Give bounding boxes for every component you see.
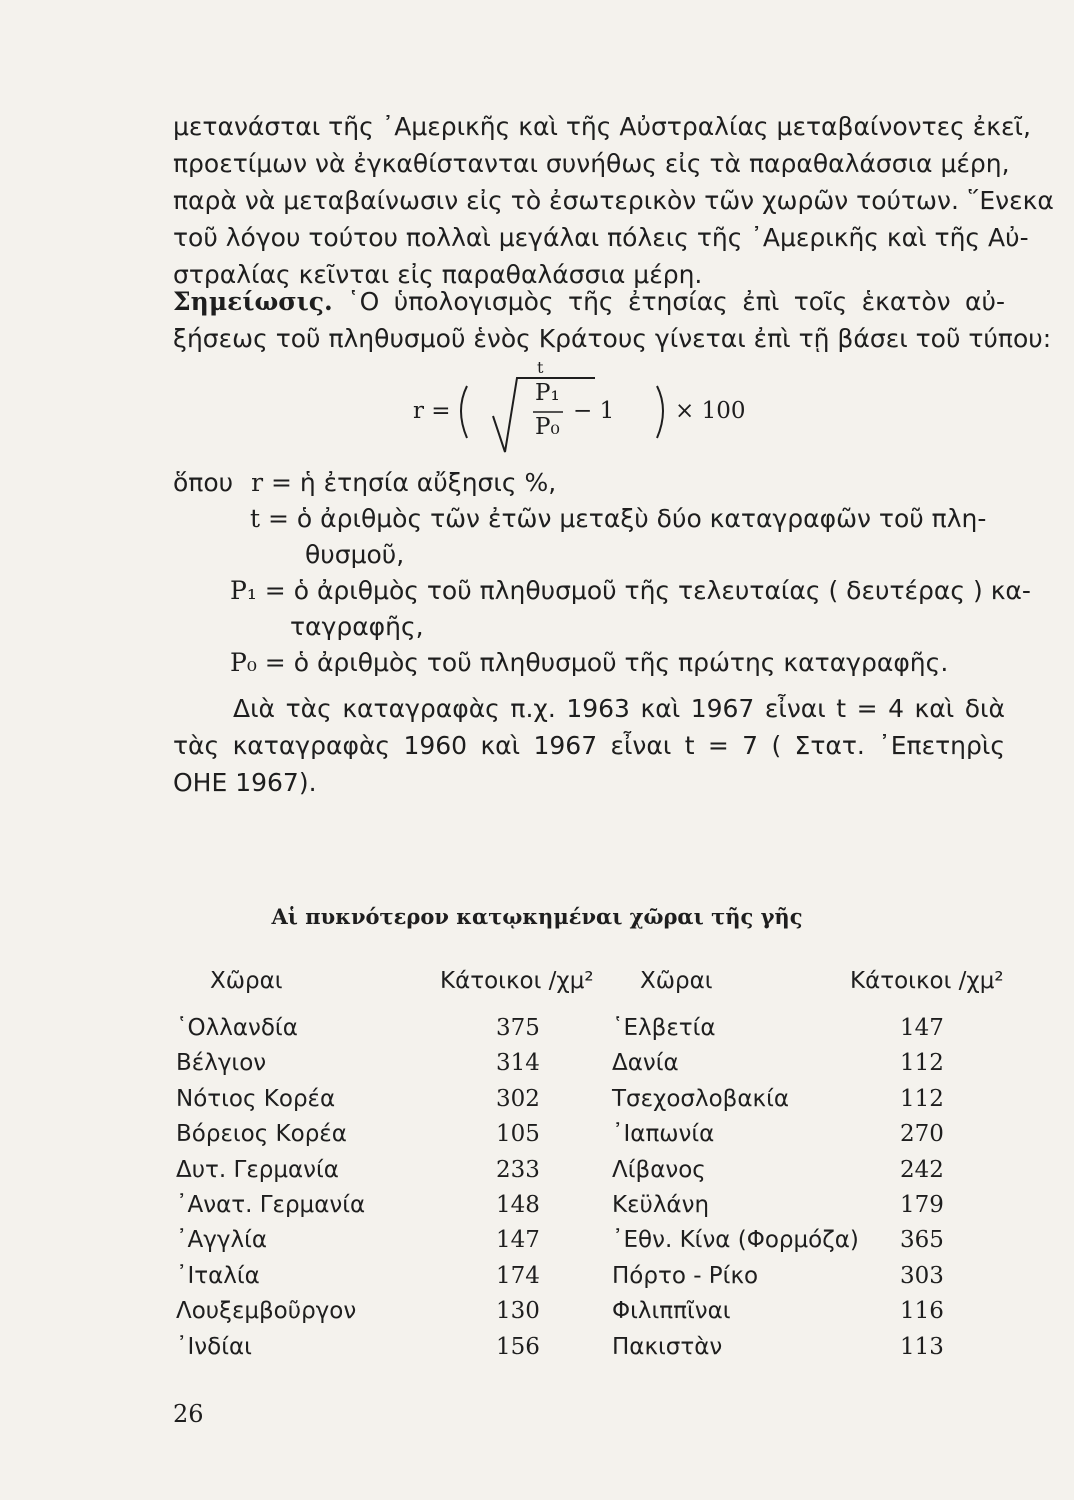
- text-line: τοῦ λόγου τούτου πολλαὶ μεγάλαι πόλεις τῆς ᾿Αμερικῆς καὶ τῆς Αὐ-: [173, 223, 1029, 252]
- def-eq: =: [264, 576, 286, 605]
- text-line: τὰς καταγραφὰς 1960 καὶ 1967 εἶναι t = 7 ( Στατ. ᾿Επετηρὶς: [173, 731, 1005, 760]
- density-cell: 365: [900, 1227, 944, 1253]
- formula-times-100: × 100: [675, 398, 746, 424]
- definition-p0: [230, 644, 948, 681]
- country-cell: Τσεχοσλοβακία: [612, 1086, 790, 1112]
- country-cell: ᾿Ινδίαι: [176, 1334, 252, 1360]
- definition-r: [173, 464, 556, 501]
- root-index: t: [537, 358, 544, 377]
- country-cell: Πακιστὰν: [612, 1334, 723, 1360]
- country-cell: Πόρτο - Ρίκο: [612, 1263, 759, 1289]
- formula-denominator: P₀: [535, 414, 560, 440]
- country-cell: Δυτ. Γερμανία: [176, 1157, 339, 1183]
- density-cell: 148: [496, 1192, 540, 1218]
- def-eq: =: [264, 648, 286, 677]
- country-cell: ᾿Ανατ. Γερμανία: [176, 1192, 366, 1218]
- note-text: ῾Ο ὑπολογισμὸς τῆς ἐτησίας ἐπὶ τοῖς ἑκατὸν αὐ-: [347, 287, 1006, 316]
- note-line: ξήσεως τοῦ πληθυσμοῦ ἑνὸς Κράτους γίνεται ἐπὶ τῇ βάσει τοῦ τύπου:: [173, 324, 1052, 353]
- formula-minus-one: − 1: [573, 398, 615, 424]
- def-text: ἡ ἐτησία αὔξησις %,: [299, 468, 557, 497]
- density-cell: 270: [900, 1121, 944, 1147]
- country-cell: Λουξεμβοῦργον: [176, 1298, 357, 1324]
- def-text: ὁ ἀριθμὸς τοῦ πληθυσμοῦ τῆς πρώτης καταγραφῆς.: [293, 648, 949, 677]
- country-cell: ῾Ελβετία: [612, 1015, 716, 1041]
- country-cell: Βέλγιον: [176, 1050, 267, 1076]
- density-cell: 130: [496, 1298, 540, 1324]
- def-text: ὁ ἀριθμὸς τοῦ πληθυσμοῦ τῆς τελευταίας ( δευτέρας ) κα-: [293, 576, 1031, 605]
- country-cell: Κεϋλάνη: [612, 1192, 710, 1218]
- note-paragraph: [173, 283, 1052, 357]
- formula-numerator: P₁: [535, 380, 560, 406]
- paragraph-example: [173, 690, 1005, 801]
- note-line: [173, 283, 1005, 320]
- table-title: Αἱ πυκνότερον κατῳκημέναι χῶραι τῆς γῆς: [271, 904, 803, 929]
- note-label: Σημείωσις.: [173, 287, 333, 316]
- density-cell: 112: [900, 1086, 944, 1112]
- def-intro: ὅπου: [173, 468, 234, 497]
- def-symbol: t: [250, 504, 261, 533]
- density-cell: 303: [900, 1263, 944, 1289]
- definition-p1-cont: ταγραφῆς,: [290, 612, 424, 641]
- page-number: 26: [173, 1400, 204, 1428]
- country-cell: Βόρειος Κορέα: [176, 1121, 347, 1147]
- definition-p1: [230, 572, 1031, 609]
- density-cell: 112: [900, 1050, 944, 1076]
- density-cell: 147: [900, 1015, 944, 1041]
- def-symbol: P₁: [230, 576, 257, 605]
- density-cell: 105: [496, 1121, 540, 1147]
- density-cell: 302: [496, 1086, 540, 1112]
- def-symbol: r: [251, 468, 264, 497]
- density-cell: 314: [496, 1050, 540, 1076]
- text-line: στραλίας κεῖνται εἰς παραθαλάσσια μέρη.: [173, 260, 703, 289]
- density-cell: 156: [496, 1334, 540, 1360]
- density-cell: 147: [496, 1227, 540, 1253]
- country-cell: ᾿Ιαπωνία: [612, 1121, 715, 1147]
- country-cell: ᾿Ιταλία: [176, 1263, 260, 1289]
- country-cell: Νότιος Κορέα: [176, 1086, 336, 1112]
- density-cell: 113: [900, 1334, 944, 1360]
- country-cell: Δανία: [612, 1050, 679, 1076]
- definition-t: [250, 500, 986, 537]
- formula-lhs: r =: [413, 398, 451, 424]
- text-line: Διὰ τὰς καταγραφὰς π.χ. 1963 καὶ 1967 εἶναι t = 4 καὶ διὰ: [233, 694, 1005, 723]
- def-text: ὁ ἀριθμὸς τῶν ἐτῶν μεταξὺ δύο καταγραφῶν τοῦ πλη-: [296, 504, 987, 533]
- header-countries-left: Χῶραι: [210, 968, 283, 994]
- text-line: ΟΗΕ 1967).: [173, 768, 317, 797]
- text-line: μετανάσται τῆς ᾿Αμερικῆς καὶ τῆς Αὐστραλίας μεταβαίνοντες ἐκεῖ,: [173, 112, 1031, 141]
- def-eq: =: [270, 468, 292, 497]
- density-cell: 375: [496, 1015, 540, 1041]
- country-cell: ᾿Αγγλία: [176, 1227, 268, 1253]
- density-cell: 179: [900, 1192, 944, 1218]
- definition-t-cont: θυσμοῦ,: [305, 540, 405, 569]
- country-cell: ῾Ολλανδία: [176, 1015, 298, 1041]
- country-cell: ᾿Εθν. Κίνα (Φορμόζα): [612, 1227, 859, 1253]
- growth-rate-formula: [413, 358, 765, 458]
- density-cell: 116: [900, 1298, 944, 1324]
- header-countries-right: Χῶραι: [640, 968, 713, 994]
- text-line: παρὰ νὰ μεταβαίνωσιν εἰς τὸ ἐσωτερικὸν τῶν χωρῶν τούτων. ῞Ενεκα: [173, 186, 1054, 215]
- def-symbol: P₀: [230, 648, 257, 677]
- paragraph-emigrants: [173, 108, 1054, 293]
- density-cell: 174: [496, 1263, 540, 1289]
- density-cell: 233: [496, 1157, 540, 1183]
- header-density-right: Κάτοικοι /χμ²: [850, 968, 1004, 994]
- text-line: προετίμων νὰ ἐγκαθίστανται συνήθως εἰς τὰ παραθαλάσσια μέρη,: [173, 149, 1010, 178]
- country-cell: Λίβανος: [612, 1157, 706, 1183]
- header-density-left: Κάτοικοι /χμ²: [440, 968, 594, 994]
- density-cell: 242: [900, 1157, 944, 1183]
- country-cell: Φιλιππῖναι: [612, 1298, 731, 1324]
- def-eq: =: [268, 504, 289, 533]
